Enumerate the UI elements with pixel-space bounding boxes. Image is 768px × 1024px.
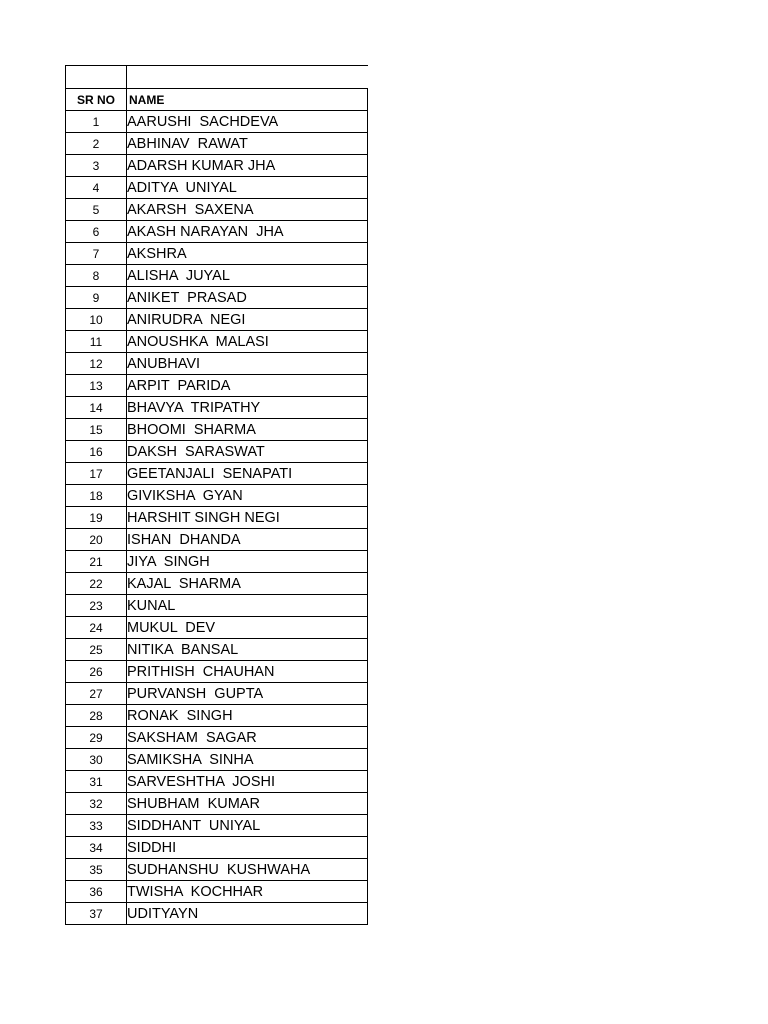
name-cell: RONAK SINGH xyxy=(127,705,368,727)
sr-no-cell: 34 xyxy=(66,837,127,859)
table-row xyxy=(66,287,368,309)
name-cell: UDITYAYN xyxy=(127,903,368,925)
name-cell: ADARSH KUMAR JHA xyxy=(127,155,368,177)
name-cell: ADITYA UNIYAL xyxy=(127,177,368,199)
sr-no-cell: 23 xyxy=(66,595,127,617)
sr-no-cell: 35 xyxy=(66,859,127,881)
name-cell: GIVIKSHA GYAN xyxy=(127,485,368,507)
table-row xyxy=(66,793,368,815)
name-cell: NITIKA BANSAL xyxy=(127,639,368,661)
table-row xyxy=(66,771,368,793)
name-cell: PURVANSH GUPTA xyxy=(127,683,368,705)
name-cell: AKSHRA xyxy=(127,243,368,265)
name-header: NAME xyxy=(127,89,368,111)
table-row xyxy=(66,463,368,485)
table-row xyxy=(66,375,368,397)
sr-no-cell: 9 xyxy=(66,287,127,309)
sr-no-cell: 32 xyxy=(66,793,127,815)
sr-no-cell: 11 xyxy=(66,331,127,353)
sr-no-cell: 20 xyxy=(66,529,127,551)
table-row xyxy=(66,815,368,837)
table-row xyxy=(66,903,368,925)
name-cell: BHAVYA TRIPATHY xyxy=(127,397,368,419)
sr-no-cell: 12 xyxy=(66,353,127,375)
sr-no-cell: 19 xyxy=(66,507,127,529)
name-cell: JIYA SINGH xyxy=(127,551,368,573)
table-row xyxy=(66,397,368,419)
sr-no-cell: 6 xyxy=(66,221,127,243)
table-row xyxy=(66,683,368,705)
table-row xyxy=(66,529,368,551)
table-row xyxy=(66,265,368,287)
sr-no-cell: 3 xyxy=(66,155,127,177)
sr-no-cell: 2 xyxy=(66,133,127,155)
name-cell: DAKSH SARASWAT xyxy=(127,441,368,463)
sr-no-cell: 36 xyxy=(66,881,127,903)
name-cell: SARVESHTHA JOSHI xyxy=(127,771,368,793)
table-row xyxy=(66,639,368,661)
sr-no-cell: 18 xyxy=(66,485,127,507)
sr-no-cell: 14 xyxy=(66,397,127,419)
sr-no-cell: 37 xyxy=(66,903,127,925)
table-row xyxy=(66,727,368,749)
sr-no-cell: 28 xyxy=(66,705,127,727)
name-cell: SIDDHI xyxy=(127,837,368,859)
sr-no-cell: 16 xyxy=(66,441,127,463)
sr-no-cell: 8 xyxy=(66,265,127,287)
name-cell: GEETANJALI SENAPATI xyxy=(127,463,368,485)
table-row xyxy=(66,221,368,243)
name-cell: ANOUSHKA MALASI xyxy=(127,331,368,353)
name-cell: ALISHA JUYAL xyxy=(127,265,368,287)
sr-no-cell: 10 xyxy=(66,309,127,331)
sr-no-cell: 25 xyxy=(66,639,127,661)
student-list-sheet xyxy=(65,65,367,925)
name-cell: ISHAN DHANDA xyxy=(127,529,368,551)
name-cell: AKARSH SAXENA xyxy=(127,199,368,221)
table-row xyxy=(66,881,368,903)
sr-no-cell: 29 xyxy=(66,727,127,749)
table-row xyxy=(66,595,368,617)
name-cell: SHUBHAM KUMAR xyxy=(127,793,368,815)
blank-cell xyxy=(66,66,127,89)
name-cell: SUDHANSHU KUSHWAHA xyxy=(127,859,368,881)
sr-no-cell: 27 xyxy=(66,683,127,705)
sr-no-cell: 21 xyxy=(66,551,127,573)
sr-no-cell: 7 xyxy=(66,243,127,265)
name-cell: PRITHISH CHAUHAN xyxy=(127,661,368,683)
name-cell: SIDDHANT UNIYAL xyxy=(127,815,368,837)
table-row xyxy=(66,573,368,595)
table-row xyxy=(66,111,368,133)
name-cell: AARUSHI SACHDEVA xyxy=(127,111,368,133)
blank-cell xyxy=(127,66,368,89)
table-row xyxy=(66,155,368,177)
name-cell: HARSHIT SINGH NEGI xyxy=(127,507,368,529)
name-cell: ANIKET PRASAD xyxy=(127,287,368,309)
sr-no-cell: 24 xyxy=(66,617,127,639)
sr-no-cell: 5 xyxy=(66,199,127,221)
table-row xyxy=(66,177,368,199)
table-row xyxy=(66,859,368,881)
name-cell: SAKSHAM SAGAR xyxy=(127,727,368,749)
name-cell: TWISHA KOCHHAR xyxy=(127,881,368,903)
name-cell: MUKUL DEV xyxy=(127,617,368,639)
table-row xyxy=(66,353,368,375)
table-row xyxy=(66,243,368,265)
table-row xyxy=(66,199,368,221)
sr-no-cell: 4 xyxy=(66,177,127,199)
sr-no-cell: 15 xyxy=(66,419,127,441)
name-cell: AKASH NARAYAN JHA xyxy=(127,221,368,243)
header-row xyxy=(66,89,368,111)
name-cell: ABHINAV RAWAT xyxy=(127,133,368,155)
table-row xyxy=(66,331,368,353)
sr-no-cell: 1 xyxy=(66,111,127,133)
sr-no-header: SR NO xyxy=(66,89,127,111)
table-row xyxy=(66,309,368,331)
sr-no-cell: 13 xyxy=(66,375,127,397)
table-row xyxy=(66,507,368,529)
name-cell: SAMIKSHA SINHA xyxy=(127,749,368,771)
name-cell: BHOOMI SHARMA xyxy=(127,419,368,441)
table-row xyxy=(66,749,368,771)
sr-no-cell: 22 xyxy=(66,573,127,595)
name-cell: ANIRUDRA NEGI xyxy=(127,309,368,331)
sr-no-cell: 30 xyxy=(66,749,127,771)
student-table xyxy=(65,65,368,925)
table-row xyxy=(66,661,368,683)
table-row xyxy=(66,705,368,727)
name-cell: KAJAL SHARMA xyxy=(127,573,368,595)
table-row xyxy=(66,441,368,463)
sr-no-cell: 31 xyxy=(66,771,127,793)
table-row xyxy=(66,837,368,859)
name-cell: ARPIT PARIDA xyxy=(127,375,368,397)
name-cell: KUNAL xyxy=(127,595,368,617)
sr-no-cell: 17 xyxy=(66,463,127,485)
table-row xyxy=(66,551,368,573)
table-row xyxy=(66,133,368,155)
student-table-body xyxy=(66,66,368,925)
table-row xyxy=(66,419,368,441)
table-row xyxy=(66,617,368,639)
table-row xyxy=(66,485,368,507)
name-cell: ANUBHAVI xyxy=(127,353,368,375)
sr-no-cell: 33 xyxy=(66,815,127,837)
sr-no-cell: 26 xyxy=(66,661,127,683)
blank-row xyxy=(66,66,368,89)
